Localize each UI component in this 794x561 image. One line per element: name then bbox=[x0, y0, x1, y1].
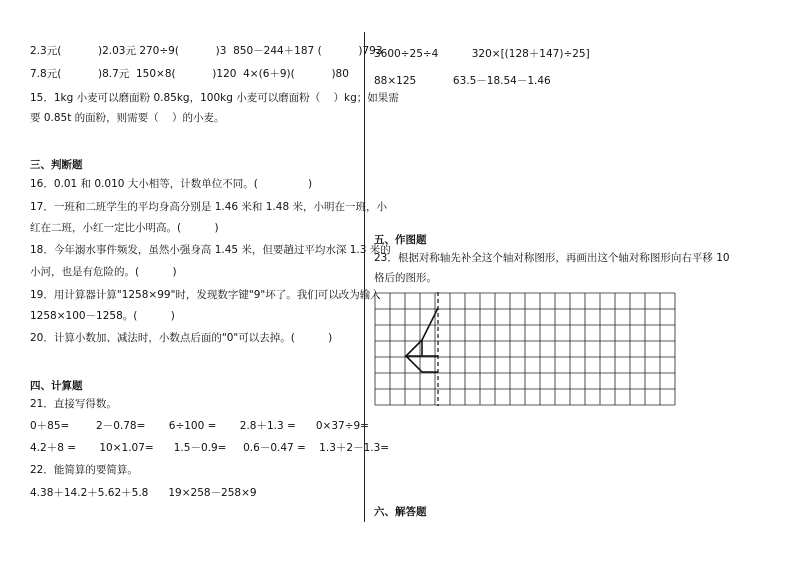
question-17-line-2: 红在二班，小红一定比小明高。( ) bbox=[30, 222, 219, 234]
section-4-title: 四、计算题 bbox=[30, 380, 83, 392]
drawing-grid bbox=[374, 292, 680, 406]
question-19-line-2: 1258×100－1258。( ) bbox=[30, 310, 175, 322]
question-22-row: 4.38＋14.2＋5.62＋5.8 19×258－258×9 bbox=[30, 487, 257, 499]
question-23-line-1: 23．根据对称轴先补全这个轴对称图形，再画出这个轴对称图形向右平移 10 bbox=[374, 252, 730, 264]
question-17-line-1: 17．一班和二班学生的平均身高分别是 1.46 米和 1.48 米，小明在一班，小 bbox=[30, 201, 387, 213]
question-15-line-1: 15．1kg 小麦可以磨面粉 0.85kg，100kg 小麦可以磨面粉（ ）kg；如果需 bbox=[30, 92, 399, 104]
question-22-title: 22．能简算的要简算。 bbox=[30, 464, 138, 476]
calc-row-1: 3600÷25÷4 320×[(128＋147)÷25] bbox=[374, 48, 590, 60]
compare-row-2: 7.8元( )8.7元 150×8( )120 4×(6＋9)( )80 bbox=[30, 68, 349, 80]
question-21-title: 21．直接写得数。 bbox=[30, 398, 117, 410]
column-divider bbox=[364, 32, 365, 522]
question-19-line-1: 19．用计算器计算"1258×99"时，发现数字键"9"坏了。我们可以改为输入 bbox=[30, 289, 381, 301]
question-18-line-1: 18．今年溺水事件频发，虽然小强身高 1.45 米，但要趟过平均水深 1.3 米的 bbox=[30, 244, 391, 256]
compare-row-1: 2.3元( )2.03元 270÷9( )3 850－244＋187 ( )793 bbox=[30, 45, 383, 57]
question-16: 16．0.01 和 0.010 大小相等，计数单位不同。( ) bbox=[30, 178, 313, 190]
question-21-row-2: 4.2＋8 = 10×1.07= 1.5－0.9= 0.6－0.47 = 1.3＋2－1.3= bbox=[30, 442, 390, 454]
question-23-line-2: 格后的图形。 bbox=[374, 272, 437, 284]
section-3-title: 三、判断题 bbox=[30, 159, 83, 171]
section-6-title: 六、解答题 bbox=[374, 506, 427, 518]
question-21-row-1: 0＋85= 2－0.78= 6÷100 = 2.8＋1.3 = 0×37÷9= bbox=[30, 420, 369, 432]
section-5-title: 五、作图题 bbox=[374, 234, 427, 246]
question-18-line-2: 小河，也是有危险的。( ) bbox=[30, 266, 177, 278]
question-15-line-2: 要 0.85t 的面粉，则需要（ ）的小麦。 bbox=[30, 112, 225, 124]
calc-row-2: 88×125 63.5－18.54－1.46 bbox=[374, 75, 551, 87]
question-20: 20．计算小数加、减法时，小数点后面的"0"可以去掉。( ) bbox=[30, 332, 333, 344]
